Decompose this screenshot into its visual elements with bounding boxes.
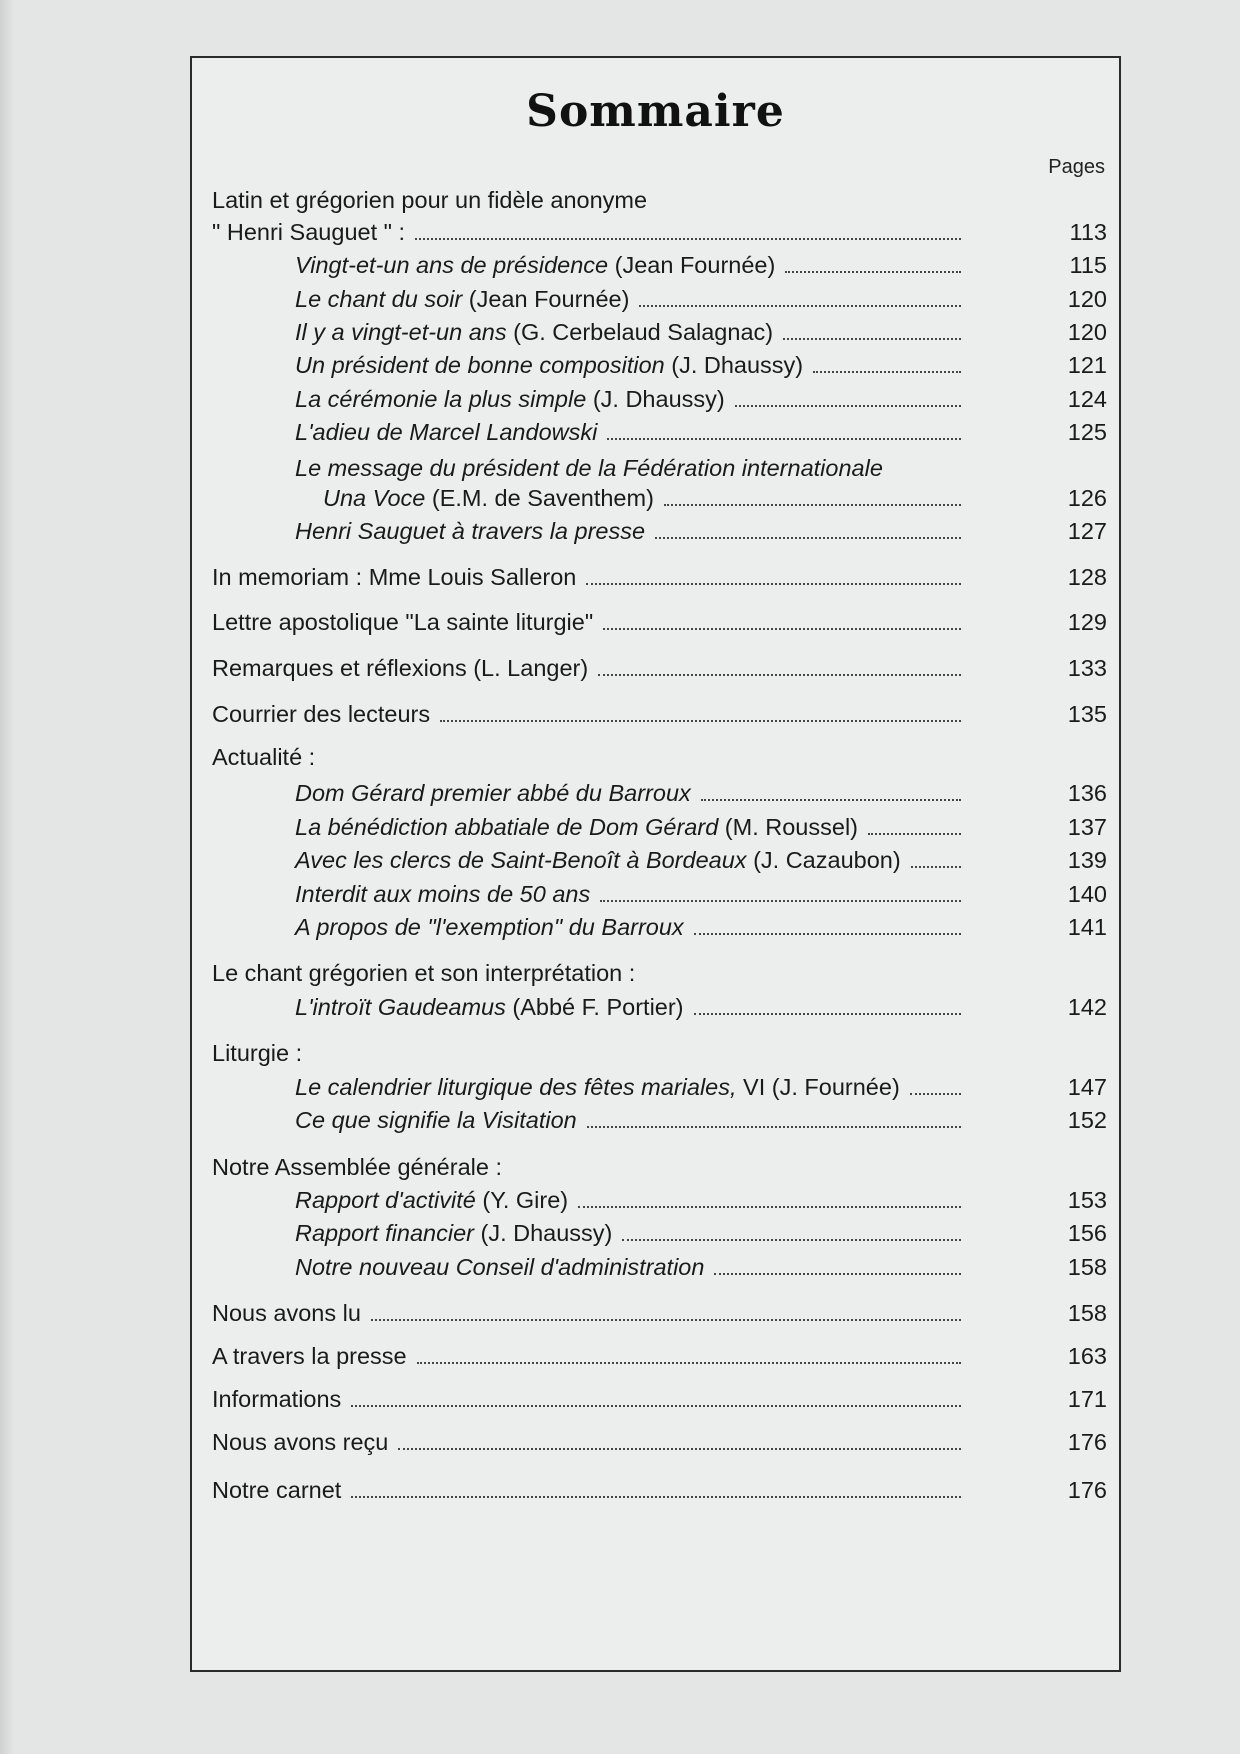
toc-entry: [192, 606, 1107, 638]
toc-entry-label: [295, 283, 965, 315]
toc-entry-label: [212, 1383, 965, 1415]
toc-entry: [192, 878, 1107, 910]
toc-entry-text: [295, 911, 684, 943]
page-number: 152: [1067, 1107, 1107, 1133]
toc-entry-detail: In memoriam : Mme Louis Salleron: [212, 564, 577, 590]
toc-entry-text: [295, 383, 725, 415]
toc-entry-label: [295, 515, 965, 547]
toc-entry-label: [295, 383, 965, 415]
toc-entry-text: [295, 1071, 900, 1103]
dot-leader: [813, 371, 961, 373]
toc-entry-text: [295, 1217, 612, 1249]
toc-entry-text: [295, 515, 645, 547]
toc-entry-detail: A travers la presse: [212, 1343, 407, 1369]
page-number: 120: [1067, 286, 1107, 312]
toc-entry-label: [212, 606, 965, 638]
page-number: 126: [1067, 485, 1107, 511]
toc-entry-label: [212, 741, 965, 773]
toc-entry-title: Dom Gérard premier abbé du Barroux: [295, 780, 691, 806]
toc-entry-label: [295, 844, 965, 876]
toc-entry: [192, 1217, 1107, 1249]
toc-entry: [192, 811, 1107, 843]
dot-leader: [664, 504, 961, 506]
toc-entry-text: [295, 991, 684, 1023]
toc-entry-title: La bénédiction abbatiale de Dom Gérard: [295, 814, 719, 840]
toc-entry: [192, 1071, 1107, 1103]
toc-entry: [192, 1104, 1107, 1136]
page-number: 139: [1067, 847, 1107, 873]
toc-entry-text: [212, 652, 588, 684]
toc-entry-label: [212, 1426, 965, 1458]
toc-entry-title: Henri Sauguet à travers la presse: [295, 518, 646, 544]
toc-entry: [192, 1037, 1107, 1069]
page-number: 158: [1067, 1300, 1107, 1326]
toc-entry: [192, 452, 1107, 484]
dot-leader: [694, 1013, 961, 1015]
dot-leader: [639, 305, 961, 307]
page-number: 135: [1067, 701, 1107, 727]
toc-entry-title: Le calendrier liturgique des fêtes mariales,: [295, 1074, 737, 1100]
toc-entry-label: [295, 1251, 965, 1283]
dot-leader: [783, 338, 961, 340]
toc-entry: [192, 416, 1107, 448]
dot-leader: [910, 1093, 961, 1095]
toc-frame: [190, 56, 1121, 1672]
dot-leader: [655, 537, 961, 539]
dot-leader: [351, 1405, 961, 1407]
toc-entry-title: Avec les clercs de Saint-Benoît à Bordeaux: [295, 847, 747, 873]
toc-entry-text: [212, 1340, 407, 1372]
page-number: 128: [1067, 564, 1107, 590]
toc-entry: [192, 316, 1107, 348]
toc-entry-title: L'introït Gaudeamus: [295, 994, 506, 1020]
toc-entry-label: [295, 249, 965, 281]
page-number: 121: [1067, 352, 1107, 378]
toc-entry: [192, 1251, 1107, 1283]
toc-entry-text: [212, 1297, 361, 1329]
toc-entry-title: Interdit aux moins de 50 ans: [295, 881, 591, 907]
toc-entry: [192, 561, 1107, 593]
toc-entry-text: [295, 283, 629, 315]
toc-entry: [192, 741, 1107, 773]
toc-entry-label: [212, 698, 965, 730]
dot-leader: [603, 628, 961, 630]
page-number: 141: [1067, 914, 1107, 940]
toc-entry-detail: Actualité :: [212, 744, 316, 770]
toc-entry-title: Le chant du soir: [295, 286, 463, 312]
toc-entry: [192, 1184, 1107, 1216]
toc-entry: [192, 482, 1107, 514]
page-number: 124: [1067, 386, 1107, 412]
toc-entry-label: [295, 416, 965, 448]
page-number: 125: [1067, 419, 1107, 445]
toc-entry-label: [295, 991, 965, 1023]
toc-entry: [192, 383, 1107, 415]
toc-entry-text: [295, 878, 590, 910]
toc-entry-text: [212, 1474, 341, 1506]
page-number: 120: [1067, 319, 1107, 345]
toc-entry-detail: (E.M. de Saventhem): [425, 485, 654, 511]
toc-entry-label: [295, 349, 965, 381]
toc-entry-detail: Notre Assemblée générale :: [212, 1154, 502, 1180]
toc-entry-detail: Courrier des lecteurs: [212, 701, 431, 727]
toc-entry-title: Le message du président de la Fédération internationale: [295, 455, 883, 481]
dot-leader: [868, 833, 961, 835]
dot-leader: [714, 1273, 961, 1275]
toc-entry-text: [295, 349, 803, 381]
toc-entry-title: Il y a vingt-et-un ans: [295, 319, 507, 345]
dot-leader: [701, 799, 961, 801]
toc-entry-text: [212, 561, 576, 593]
page-number: 176: [1067, 1429, 1107, 1455]
toc-entry-title: Una Voce: [323, 485, 426, 511]
dot-leader: [440, 720, 961, 722]
toc-entry-detail: Le chant grégorien et son interprétation :: [212, 960, 636, 986]
toc-entry-detail: " Henri Sauguet " :: [212, 219, 406, 245]
toc-entry: [192, 911, 1107, 943]
toc-entry-text: [212, 184, 647, 216]
toc-entry-title: La cérémonie la plus simple: [295, 386, 587, 412]
page-number: 147: [1067, 1074, 1107, 1100]
toc-entry-label: [212, 1151, 965, 1183]
toc-entry-text: [295, 1104, 577, 1136]
toc-entry-detail: (Jean Fournée): [462, 286, 630, 312]
toc-entry-detail: Notre carnet: [212, 1477, 342, 1503]
toc-entry-label: [295, 1104, 965, 1136]
toc-entry-detail: Nous avons reçu: [212, 1429, 389, 1455]
toc-entry: [192, 777, 1107, 809]
toc-entry-label: [212, 184, 965, 216]
dot-leader: [600, 900, 961, 902]
toc-entry: [192, 1383, 1107, 1415]
toc-entry-detail: Lettre apostolique "La sainte liturgie": [212, 609, 594, 635]
toc-entry: [192, 698, 1107, 730]
page-number: 156: [1067, 1220, 1107, 1246]
dot-leader: [417, 1362, 961, 1364]
toc-entry-detail: VI (J. Fournée): [736, 1074, 900, 1100]
toc-entry-detail: (Y. Gire): [475, 1187, 569, 1213]
page-number: 113: [1069, 219, 1107, 245]
page-title: Sommaire: [526, 86, 785, 137]
toc-entry: [192, 1340, 1107, 1372]
toc-entry: [192, 249, 1107, 281]
toc-entry: [192, 844, 1107, 876]
toc-entry-label: [295, 1071, 965, 1103]
page-number: 171: [1067, 1386, 1107, 1412]
dot-leader: [587, 1126, 961, 1128]
toc-entry-text: [212, 606, 593, 638]
toc-entry-text: [295, 452, 883, 484]
toc-entry-detail: Liturgie :: [212, 1040, 303, 1066]
toc-entry-title: A propos de "l'exemption" du Barroux: [295, 914, 684, 940]
dot-leader: [735, 405, 961, 407]
toc-entry-label: [295, 811, 965, 843]
toc-entry-text: [212, 1426, 388, 1458]
toc-entry-label: [212, 957, 965, 989]
toc-entry: [192, 184, 1107, 216]
toc-entry-text: [212, 698, 430, 730]
page-edge: [0, 0, 14, 1754]
dot-leader: [598, 674, 961, 676]
dot-leader: [578, 1206, 961, 1208]
toc-entry-title: Rapport d'activité: [295, 1187, 476, 1213]
toc-entry: [192, 1297, 1107, 1329]
toc-entry: [192, 349, 1107, 381]
toc-entry: [192, 283, 1107, 315]
toc-entry: [192, 216, 1107, 248]
toc-entry-text: [295, 1251, 704, 1283]
toc-entry-label: [212, 561, 965, 593]
dot-leader: [785, 271, 961, 273]
toc-entry: [192, 957, 1107, 989]
toc-entry-label: [212, 1297, 965, 1329]
toc-entry-detail: (G. Cerbelaud Salagnac): [506, 319, 774, 345]
toc-entry-label: [212, 216, 965, 248]
toc-entry-label: [212, 1340, 965, 1372]
dot-leader: [911, 866, 961, 868]
page-number: 163: [1067, 1343, 1107, 1369]
toc-entry-title: Notre nouveau Conseil d'administration: [295, 1254, 705, 1280]
toc-entry-label: [295, 911, 965, 943]
pages-column-label: Pages: [1048, 156, 1105, 178]
dot-leader: [586, 583, 961, 585]
toc-entry: [192, 1151, 1107, 1183]
toc-entry-title: Rapport financier: [295, 1220, 474, 1246]
toc-entry-text: [212, 957, 635, 989]
toc-entry-title: Vingt-et-un ans de présidence: [295, 252, 609, 278]
toc-entry-title: Un président de bonne composition: [295, 352, 665, 378]
toc-entry-detail: Informations: [212, 1386, 342, 1412]
toc-entry-text: [212, 1383, 341, 1415]
toc-entry-text: [295, 844, 901, 876]
page-number: 129: [1067, 609, 1107, 635]
toc-entry-text: [295, 316, 773, 348]
toc-entry-text: [212, 1151, 502, 1183]
dot-leader: [351, 1496, 961, 1498]
page-number: 140: [1067, 881, 1107, 907]
toc-entry-text: [295, 811, 858, 843]
toc-entry-detail: (M. Roussel): [718, 814, 858, 840]
page-number: 153: [1067, 1187, 1107, 1213]
toc-entry-label: [295, 452, 965, 484]
toc-entry-text: [212, 1037, 302, 1069]
dot-leader: [622, 1239, 961, 1241]
toc-entry-title: L'adieu de Marcel Landowski: [295, 419, 598, 445]
toc-entry-detail: (J. Dhaussy): [473, 1220, 613, 1246]
toc-entry-text: [212, 216, 405, 248]
page-number: 137: [1067, 814, 1107, 840]
page-number: 176: [1067, 1477, 1107, 1503]
toc-entry-text: [295, 1184, 568, 1216]
toc-entry-label: [295, 1184, 965, 1216]
dot-leader: [607, 438, 961, 440]
toc-entry-text: [295, 777, 691, 809]
toc-entry-detail: (Abbé F. Portier): [505, 994, 684, 1020]
page-number: 115: [1069, 252, 1107, 278]
toc-entry: [192, 991, 1107, 1023]
toc-entry-detail: Remarques et réflexions (L. Langer): [212, 655, 589, 681]
toc-entry-detail: Nous avons lu: [212, 1300, 361, 1326]
page-number: 127: [1067, 518, 1107, 544]
page-number: 158: [1067, 1254, 1107, 1280]
toc-entry-label: [295, 878, 965, 910]
toc-entry-detail: (J. Dhaussy): [586, 386, 725, 412]
page-number: 142: [1067, 994, 1107, 1020]
toc-entry-label: [295, 777, 965, 809]
dot-leader: [398, 1448, 961, 1450]
toc-entry: [192, 1474, 1107, 1506]
toc-entry-detail: (Jean Fournée): [608, 252, 776, 278]
toc-entry-detail: Latin et grégorien pour un fidèle anonyme: [212, 187, 648, 213]
toc-entry-label: [295, 316, 965, 348]
toc-entry-label: [212, 1037, 965, 1069]
toc-entry: [192, 652, 1107, 684]
dot-leader: [371, 1319, 961, 1321]
toc-entry-text: [212, 741, 315, 773]
toc-entry-label: [323, 482, 965, 514]
dot-leader: [694, 933, 961, 935]
toc-entry: [192, 515, 1107, 547]
toc-entry-title: Ce que signifie la Visitation: [295, 1107, 577, 1133]
toc-entry-label: [212, 1474, 965, 1506]
page-number: 136: [1067, 780, 1107, 806]
toc-entry-text: [323, 482, 654, 514]
toc-entry-detail: (J. Dhaussy): [664, 352, 804, 378]
toc-entry-text: [295, 416, 597, 448]
toc-entry-label: [295, 1217, 965, 1249]
dot-leader: [415, 238, 961, 240]
toc-entry: [192, 1426, 1107, 1458]
toc-entry-label: [212, 652, 965, 684]
toc-entry-detail: (J. Cazaubon): [746, 847, 901, 873]
page-number: 133: [1067, 655, 1107, 681]
toc-entry-text: [295, 249, 775, 281]
